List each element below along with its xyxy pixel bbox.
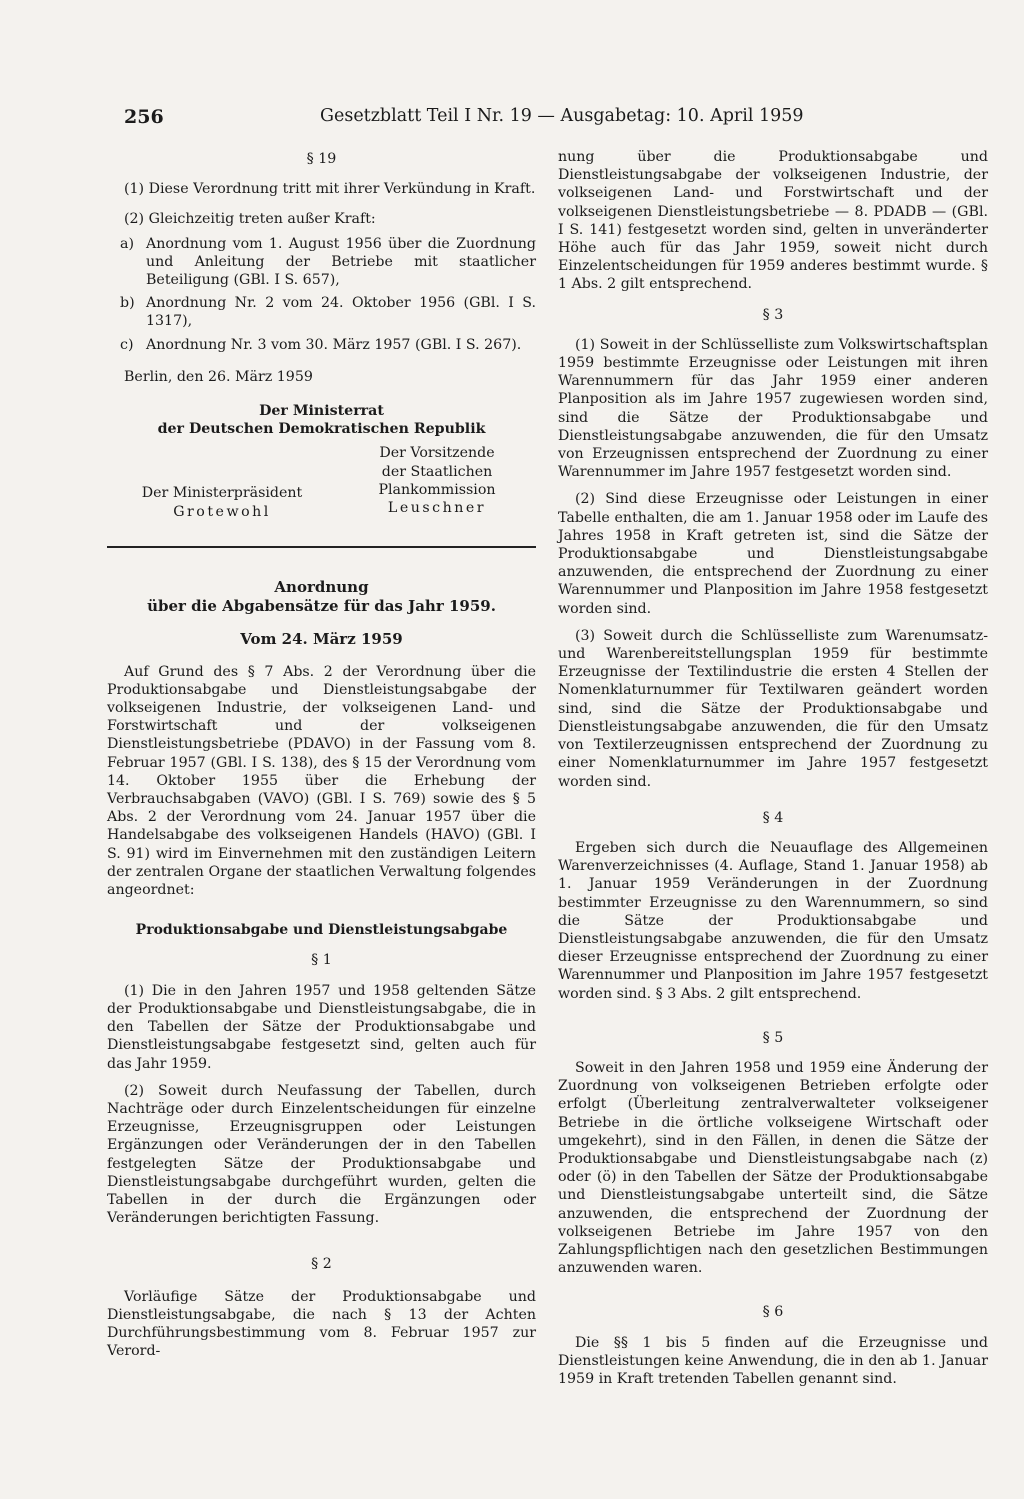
paragraph: (2) Sind diese Erzeugnisse oder Leistungen in einer Tabelle enthalten, die am 1. Januar 1958 oder im Laufe des Jahres 1958 in Kraft getreten ist, sind die Sätze der Produktionsabgabe und Dienstleistungsabgabe anzuwenden, die entsprechend der Zuordnung zu einer Warennummer und Planposition im Jahre 1958 festgesetzt worden sind. <box>558 491 988 617</box>
signatory-role-line: der Staatlichen <box>381 463 493 480</box>
signature-block <box>107 444 536 522</box>
paragraph: Ergeben sich durch die Neuauflage des Allgemeinen Warenverzeichnisses (4. Auflage, Stand 1. Januar 1958) ab 1. Januar 1959 Veränderungen in der Zuordnung bestimmter Erzeugnisse zu den Warennummern, so sind die Sätze der Produktionsabgabe und Dienstleistungsabgabe anzuwenden, die für den Umsatz dieser Erzeugnisse entsprechend der Zuordnung zu einer Warennummer und Planposition im Jahre 1957 festgesetzt worden sind. § 3 Abs. 2 gilt entsprechend. <box>558 839 988 1002</box>
ordinance-subtitle: über die Abgabensätze für das Jahr 1959. <box>147 597 496 616</box>
left-column <box>107 146 536 1369</box>
list-item <box>107 235 536 290</box>
page-number: 256 <box>124 106 164 128</box>
ordinance-title: Anordnung <box>274 578 369 597</box>
signature-left <box>127 484 317 520</box>
section-divider <box>107 546 536 548</box>
section-heading: § 2 <box>311 1256 332 1273</box>
signatory-role: Der Ministerpräsident <box>141 485 303 502</box>
paragraph: (1) Soweit in der Schlüsselliste zum Volkswirtschaftsplan 1959 bestimmte Erzeugnisse oder Leistungen mit ihren Warennummern für das Jahr 1959 einer anderen Planposition als im Jahre 1957 zugewiesen worden sind, sind die Sätze der Produktionsabgabe und Dienstleistungsabgabe anzuwenden, die für den Umsatz von Erzeugnissen entsprechend der Zuordnung zu einer Warennummer im Jahre 1957 festgesetzt worden sind. <box>558 336 988 481</box>
paragraph: (3) Soweit durch die Schlüsselliste zum Warenumsatz- und Warenbereitstellungsplan 1959 für bestimmte Erzeugnisse der Textilindustrie die ersten 4 Stellen der Nomenklaturnummer für Textilwaren geändert worden sind, sind die Sätze der Produktionsabgabe und Dienstleistungsabgabe anzuwenden, die für den Umsatz von Textilerzeugnissen entsprechend der Zuordnung zu einer Nomenklaturnummer im Jahre 1957 festgesetzt worden sind. <box>558 627 988 790</box>
list-item-text: Anordnung vom 1. August 1956 über die Zuordnung und Anleitung der Betriebe mit staatlicher Beteiligung (GBl. I S. 657), <box>146 235 536 289</box>
list-item <box>107 336 536 354</box>
paragraph: nung über die Produktionsabgabe und Dienstleistungsabgabe der volkseigenen Industrie, der volkseigenen Land- und Forstwirtschaft und der volkseigenen Dienstleistungsbetriebe — 8. PDADB — (GBl. I S. 141) festgesetzt worden sind, gelten in unveränderter Höhe auch für das Jahr 1959, soweit nicht durch Einzelentscheidungen für 1959 anderes bestimmt wurde. § 1 Abs. 2 gilt entsprechend. <box>558 149 988 293</box>
ordinance-date: Vom 24. März 1959 <box>240 630 403 649</box>
section-heading: § 3 <box>762 306 784 323</box>
section-heading: § 4 <box>762 809 784 826</box>
place-date: Berlin, den 26. März 1959 <box>124 368 313 385</box>
list-item-label: b) <box>120 295 135 312</box>
preamble: Auf Grund des § 7 Abs. 2 der Verordnung über die Produktionsabgabe und Dienstleistungsabgabe der volkseigenen Industrie, der volkseigenen Land- und Forstwirtschaft und der volkseigenen Dienstleistungsbetriebe (PDAVO) in der Fassung vom 8. Februar 1957 (GBl. I S. 138), des § 15 der Verordnung vom 14. Oktober 1955 über die Erhebung der Verbrauchsabgaben (VAVO) (GBl. I S. 769) sowie des § 5 Abs. 2 der Verordnung vom 24. Januar 1957 über die Handelsabgabe des volkseigenen Handels (HAVO) (GBl. I S. 91) wird im Einvernehmen mit den zuständigen Leitern der zentralen Organe der staatlichen Verwaltung folgendes angeordnet: <box>107 663 536 899</box>
signatory-name: Grotewohl <box>173 503 271 520</box>
paragraph: Vorläufige Sätze der Produktionsabgabe und Dienstleistungsabgabe, die nach § 13 der Achten Durchführungsbestimmung vom 8. Februar 1957 zur Verord- <box>107 1288 536 1360</box>
signature-right <box>352 444 522 517</box>
signatory-name: Leuschner <box>387 500 487 517</box>
section-heading: § 19 <box>306 151 337 167</box>
issuer-line-2: der Deutschen Demokratischen Republik <box>157 421 486 438</box>
list-item-text: Anordnung Nr. 2 vom 24. Oktober 1956 (GBl. I S. 1317), <box>146 295 536 330</box>
list-item <box>107 294 536 330</box>
issuer-line-1: Der Ministerrat <box>259 403 384 420</box>
page-header <box>124 106 994 132</box>
list-item-text: Anordnung Nr. 3 vom 30. März 1957 (GBl. I S. 267). <box>146 336 522 353</box>
paragraph: Die §§ 1 bis 5 finden auf die Erzeugnisse und Dienstleistungen keine Anwendung, die in den ab 1. Januar 1959 in Kraft tretenden Tabellen genannt sind. <box>558 1334 988 1387</box>
paragraph: (2) Gleichzeitig treten außer Kraft: <box>124 211 376 228</box>
signatory-role-line: Plankommission <box>378 481 496 498</box>
subheading: Produktionsabgabe und Dienstleistungsabgabe <box>135 922 508 939</box>
section-heading: § 5 <box>762 1029 784 1046</box>
paragraph: (1) Diese Verordnung tritt mit ihrer Verkündung in Kraft. <box>124 181 536 198</box>
running-title: Gesetzblatt Teil I Nr. 19 — Ausgabetag: 10. April 1959 <box>320 106 804 126</box>
list-item-label: a) <box>120 235 134 252</box>
signatory-role-line: Der Vorsitzende <box>379 445 495 462</box>
paragraph: (1) Die in den Jahren 1957 und 1958 geltenden Sätze der Produktionsabgabe und Dienstleistungsabgabe, die in den Tabellen der Sätze der Produktionsabgabe und Dienstleistungsabgabe festgesetzt sind, gelten auch für das Jahr 1959. <box>107 982 536 1072</box>
list-item-label: c) <box>120 336 134 353</box>
paragraph: Soweit in den Jahren 1958 und 1959 eine Änderung der Zuordnung von volkseigenen Betrieben erfolgte oder erfolgt (Überleitung zentralverwalteter volkseigener Betriebe in die örtliche volkseigene Wirtschaft oder umgekehrt), sind in den Fällen, in denen die Sätze der Produktionsabgabe und Dienstleistungsabgabe nach (z) oder (ö) in den Tabellen der Sätze der Produktionsabgabe und Dienstleistungsabgabe unterteilt sind, die Sätze anzuwenden, die entsprechend der Zuordnung der volkseigenen Betriebe im Jahre 1957 von den Zahlungspflichtigen nach den gesetzlichen Bestimmungen anzuwenden waren. <box>558 1059 988 1277</box>
right-column <box>558 148 988 1397</box>
section-heading: § 1 <box>311 952 332 969</box>
paragraph: (2) Soweit durch Neufassung der Tabellen, durch Nachträge oder durch Einzelentscheidungen für einzelne Erzeugnisse, Erzeugnisgruppen oder Leistungen Ergänzungen oder Veränderungen der in den Tabellen festgelegten Sätze der Produktionsabgabe und Dienstleistungsabgabe durchgeführt wurden, gelten die Tabellen in der durch die Ergänzungen oder Veränderungen berichtigten Fassung. <box>107 1082 536 1227</box>
section-heading: § 6 <box>762 1304 784 1321</box>
